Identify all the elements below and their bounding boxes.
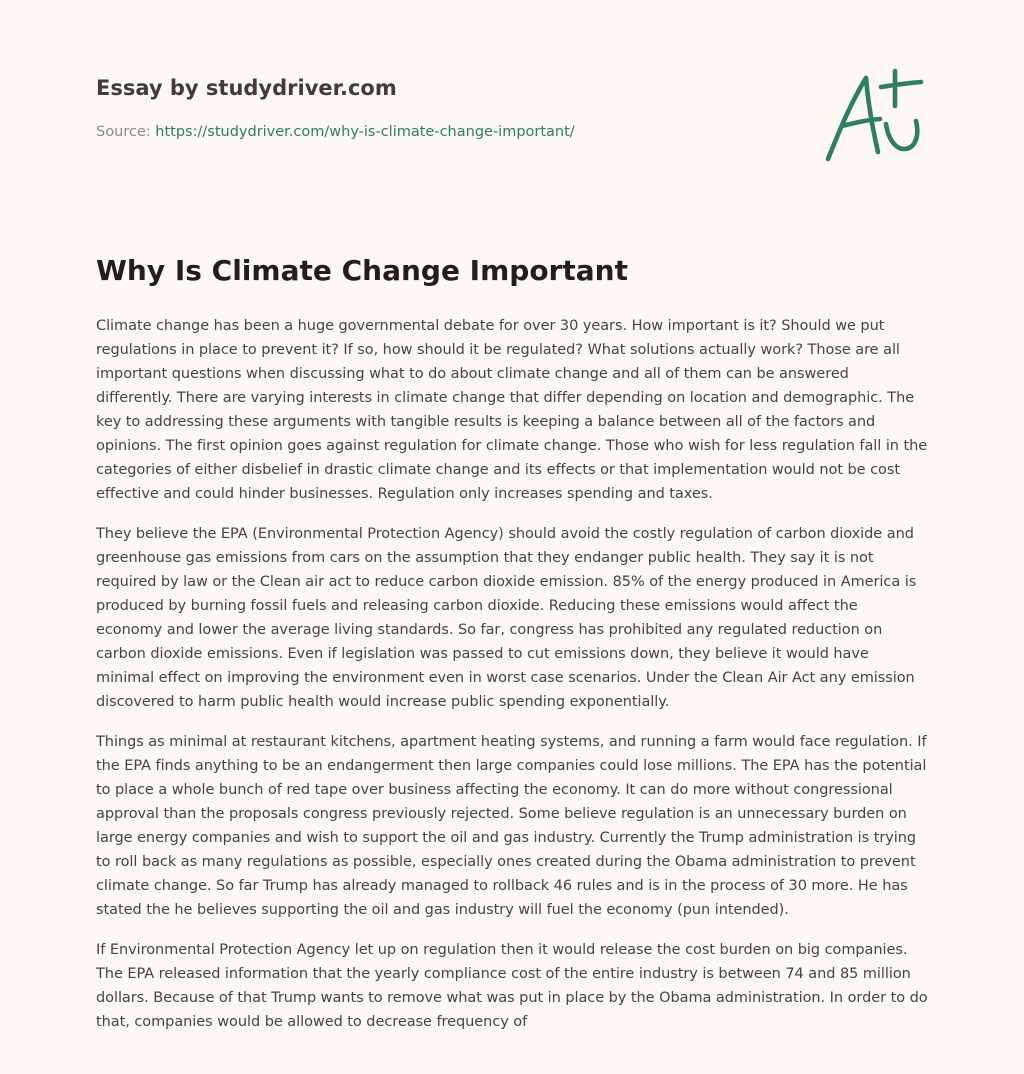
essay-paragraph: They believe the EPA (Environmental Protection Agency) should avoid the costly regulation of carbon dioxide and greenhouse gas emissions from cars on the assumption that they endanger public health. They say it is not required by law or the Clean air act to reduce carbon dioxide emission. 85% of the energy produced in America is produced by burning fossil fuels and releasing carbon dioxide. Reducing these emissions would affect the economy and lower the average living standards. So far, congress has prohibited any regulated reduction on carbon dioxide emissions. Even if legislation was passed to cut emissions down, they believe it would have minimal effect on improving the environment even in worst case scenarios. Under the Clean Air Act any emission discovered to harm public health would increase public spending exponentially. xyxy=(96,526,917,710)
essay-paragraph: If Environmental Protection Agency let up on regulation then it would release the cost burden on big companies. The EPA released information that the yearly compliance cost of the entire industry is between 74 and 85 million dollars. Because of that Trump wants to remove what was put in place by the Obama administration. In order to do that, companies would be allowed to decrease frequency of xyxy=(96,942,928,1030)
source-line xyxy=(96,124,575,140)
source-label: Source: xyxy=(96,124,151,140)
essay-title: Why Is Climate Change Important xyxy=(96,254,628,287)
essay-paragraph: Climate change has been a huge governmental debate for over 30 years. How important is it? Should we put regulations in place to prevent it? If so, how should it be regulated? What solutions actually work? Those are all important questions when discussing what to do about climate change and all of them can be answered differently. There are varying interests in climate change that differ depending on location and demographic. The key to addressing these arguments with tangible results is keeping a balance between all of the factors and opinions. The first opinion goes against regulation for climate change. Those who wish for less regulation fall in the categories of either disbelief in drastic climate change and its effects or that implementation would not be cost effective and could hinder businesses. Regulation only increases spending and taxes. xyxy=(96,318,928,502)
a-plus-logo-icon xyxy=(824,66,928,166)
site-brand-title: Essay by studydriver.com xyxy=(96,76,397,100)
essay-paragraph: Things as minimal at restaurant kitchens, apartment heating systems, and running a farm would face regulation. If the EPA finds anything to be an endangerment then large companies could lose millions. The EPA has the potential to place a whole bunch of red tape over business affecting the economy. It can do more without congressional approval than the proposals congress previously rejected. Some believe regulation is an unnecessary burden on large energy companies and wish to support the oil and gas industry. Currently the Trump administration is trying to roll back as many regulations as possible, especially ones created during the Obama administration to prevent climate change. So far Trump has already managed to rollback 46 rules and is in the process of 30 more. He has stated the he believes supporting the oil and gas industry will fuel the economy (pun intended). xyxy=(96,734,927,918)
source-link[interactable]: https://studydriver.com/why-is-climate-change-important/ xyxy=(155,124,575,140)
essay-body xyxy=(96,314,928,1050)
